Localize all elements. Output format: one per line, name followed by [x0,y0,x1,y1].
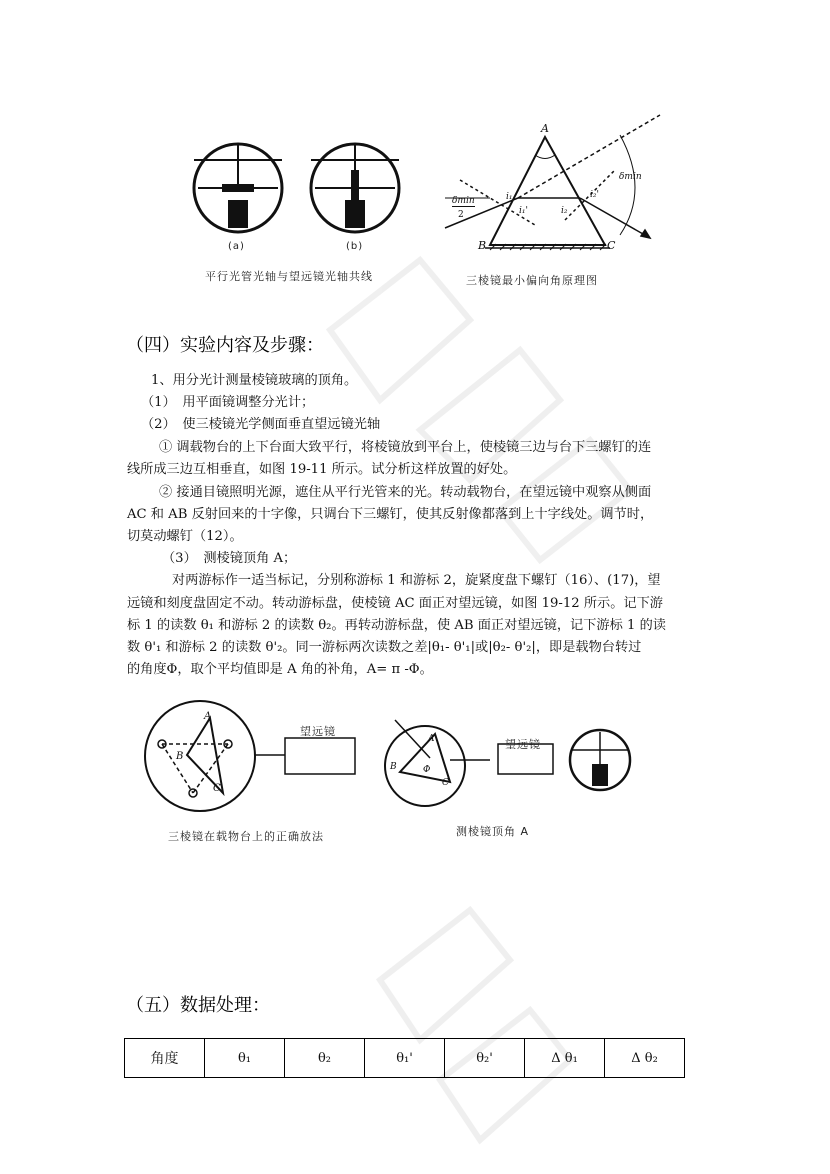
mid-label-B: B [176,751,184,762]
step-1-2-b-line2: AC 和 AB 反射回来的十字像，只调台下三螺钉，使其反射像都落到上十字线处。调节时， [127,507,654,522]
mid-label-phi: Φ [423,765,431,775]
table-cell: θ₂ [285,1039,365,1078]
table-cell: 角度 [125,1039,205,1078]
mid-label-C: C [213,783,221,794]
reticle-b [311,144,399,232]
stage-prism [187,718,223,793]
stage-circle [145,701,255,811]
reticle-b-bar [351,170,359,200]
label-delta-min: δmin [619,172,642,182]
step-1-2-b-line3: 切莫动螺钉（12）。 [127,529,243,544]
step-1-2-a-line2: 线所成三边互相垂直，如图 19-11 所示。试分析这样放置的好处。 [127,462,517,477]
step-1-1: （1） 用平面镜调整分光计； [141,395,315,410]
caption-stage-placement: 三棱镜在载物台上的正确放法 [168,830,324,843]
reticle-b-block [345,200,365,228]
step-1-2: （2） 使三棱镜光学侧面垂直望远镜光轴 [141,417,381,432]
table-cell: Δ θ₁ [525,1039,605,1078]
telescope-label-left: 望远镜 [300,725,336,738]
section4-heading: （四）实验内容及步骤： [126,335,324,356]
mid-label-C2: C [442,778,449,788]
caption-min-deviation: 三棱镜最小偏向角原理图 [466,274,598,287]
reticle-a [194,144,282,232]
mid-label-A2: A [428,734,435,744]
prism-triangle [490,137,605,245]
table-cell: θ₁' [365,1039,445,1078]
label-half-delta-top: δmin [452,196,475,206]
step-1-2-b-line1: ② 接通目镜照明光源，遮住从平行光管来的光。转动载物台，在望远镜中观察从侧面 [159,485,652,500]
table-row [125,1039,685,1078]
step-1-3-para-line3: 标 1 的读数 θ₁ 和游标 2 的读数 θ₂。再转动游标盘，使 AB 面正对望远镜，记下游标 1 的读 [127,618,666,633]
prism-label-A: A [541,122,549,135]
step-1: 1、用分光计测量棱镜玻璃的顶角。 [151,373,358,388]
label-i1: i₁ [506,192,513,202]
prism-label-C: C [607,239,616,252]
mid-label-B2: B [390,762,397,772]
label-i2: i₂ [561,206,568,216]
mid-label-A: A [204,711,212,722]
caption-measure-angle: 测棱镜顶角 A [456,825,530,838]
caption-collinear: 平行光管光轴与望远镜光轴共线 [205,270,373,283]
step-1-3-para-line5: 的角度Φ，取个平均值即是 A 角的补角，A= π -Φ。 [127,662,433,677]
section5-heading: （五）数据处理： [126,995,270,1016]
telescope-left [285,738,355,774]
prism-label-B: B [478,239,487,252]
caption-a: (a) [228,241,245,252]
step-1-3-para-line4: 数 θ'₁ 和游标 2 的读数 θ'₂。同一游标两次读数之差|θ₁- θ'₁|或|θ₂- θ'₂|，即是载物台转过 [127,640,642,655]
table-cell: θ₁ [205,1039,285,1078]
telescope-label-right: 望远镜 [505,738,541,751]
label-i2-prime: i₂' [590,190,599,200]
step-1-3: （3） 测棱镜顶角 A； [162,551,297,566]
table-cell: θ₂' [445,1039,525,1078]
data-table [124,1038,685,1078]
label-half-delta-bottom: 2 [458,210,464,220]
label-i1-prime: i₁' [519,206,528,216]
step-1-3-para-line1: 对两游标作一适当标记，分别称游标 1 和游标 2，旋紧度盘下螺钉（16）、(17)，望 [172,573,661,588]
caption-b: (b) [346,241,364,252]
step-1-3-para-line2: 远镜和刻度盘固定不动。转动游标盘，使棱镜 AC 面正对望远镜，如图 19-12 所示。记下游 [127,596,663,611]
prism-diagram [445,115,660,250]
step-1-2-a-line1: ① 调载物台的上下台面大致平行，将棱镜放到平台上，使棱镜三边与台下三螺钉的连 [159,440,652,455]
reticle-a-bar [222,184,254,192]
reticle-a-block [228,200,248,228]
table-cell: Δ θ₂ [605,1039,685,1078]
